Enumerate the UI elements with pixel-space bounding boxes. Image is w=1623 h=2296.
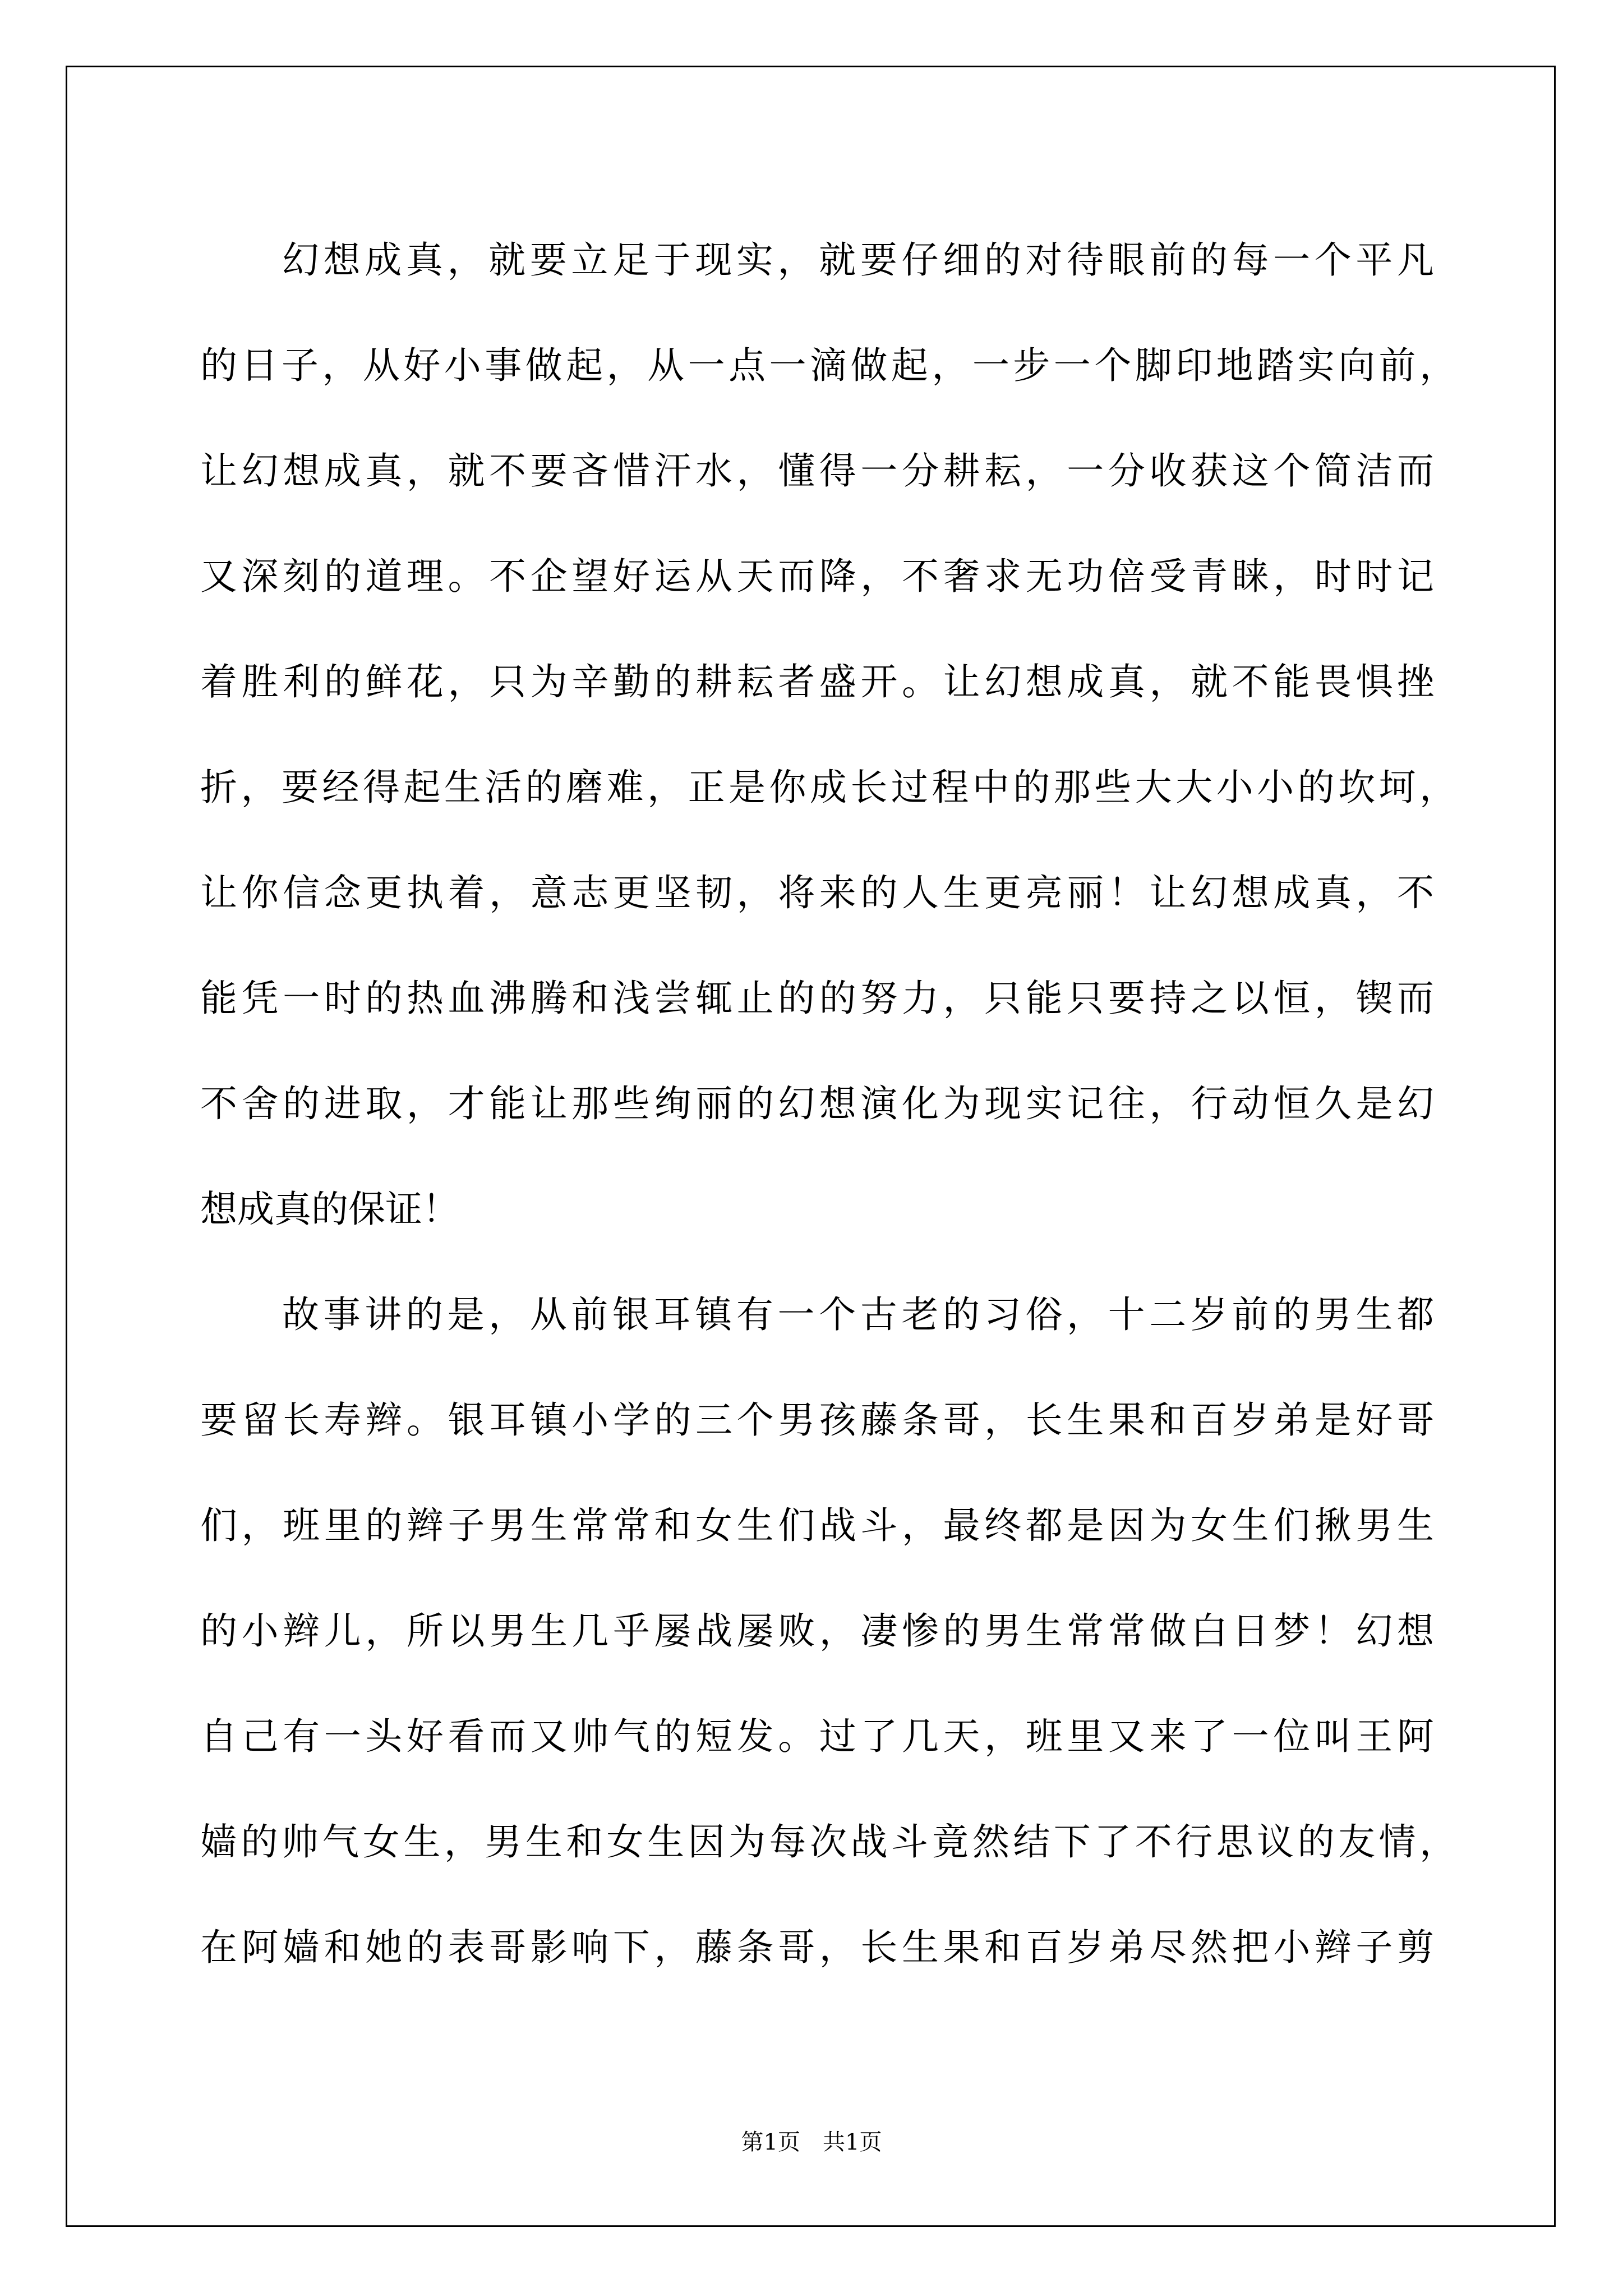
text-line: 能凭一时的热血沸腾和浅尝辄止的的努力，只能只要持之以恒，锲而 <box>200 977 1434 1020</box>
text-line: 的小辫儿，所以男生几乎屡战屡败，凄惨的男生常常做白日梦！幻想 <box>200 1609 1434 1653</box>
document-body <box>200 208 1468 2000</box>
text-line: 们，班里的辫子男生常常和女生们战斗，最终都是因为女生们揪男生 <box>200 1504 1434 1547</box>
text-line: 想成真的保证！ <box>200 1188 459 1231</box>
text-line: 故事讲的是，从前银耳镇有一个古老的习俗，十二岁前的男生都 <box>282 1293 1434 1336</box>
text-line: 自己有一头好看而又帅气的短发。过了几天，班里又来了一位叫王阿 <box>200 1715 1434 1758</box>
text-line: 让你信念更执着，意志更坚韧，将来的人生更亮丽！让幻想成真，不 <box>200 871 1434 914</box>
text-line: 着胜利的鲜花，只为辛勤的耕耘者盛开。让幻想成真，就不能畏惧挫 <box>200 660 1434 703</box>
text-line: 折，要经得起生活的磨难，正是你成长过程中的那些大大小小的坎坷， <box>200 766 1456 809</box>
page-footer: 第1页 共1页 <box>741 2129 882 2155</box>
paragraph <box>200 208 1468 1262</box>
paragraph <box>200 1262 1468 2000</box>
text-line: 让幻想成真，就不要吝惜汗水，懂得一分耕耘，一分收获这个简洁而 <box>200 449 1434 493</box>
text-line: 的日子，从好小事做起，从一点一滴做起，一步一个脚印地踏实向前， <box>200 344 1456 387</box>
text-line: 在阿嫱和她的表哥影响下，藤条哥，长生果和百岁弟尽然把小辫子剪 <box>200 1926 1434 1969</box>
text-line: 又深刻的道理。不企望好运从天而降，不奢求无功倍受青睐，时时记 <box>200 555 1434 598</box>
text-line: 不舍的进取，才能让那些绚丽的幻想演化为现实记往，行动恒久是幻 <box>200 1082 1434 1125</box>
text-line: 嫱的帅气女生，男生和女生因为每次战斗竟然结下了不行思议的友情， <box>200 1820 1456 1864</box>
text-line: 要留长寿辫。银耳镇小学的三个男孩藤条哥，长生果和百岁弟是好哥 <box>200 1398 1434 1442</box>
text-line: 幻想成真，就要立足于现实，就要仔细的对待眼前的每一个平凡 <box>282 238 1434 282</box>
